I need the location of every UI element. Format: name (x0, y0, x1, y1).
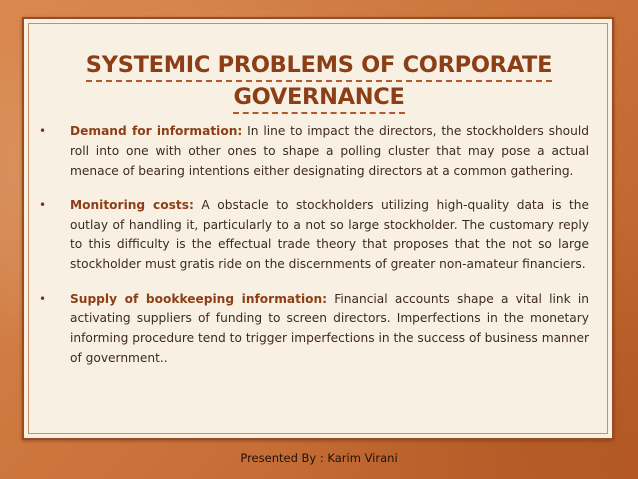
presenter-footer: Presented By : Karim Virani (240, 451, 398, 465)
bullet-text: A obstacle to stockholders utilizing high-quality data is the outlay of handling it, particularly to a not so large stockholder. The customary reply to this difficulty is the effectual trade theory that proposes that the not so large stockholder must gratis ride on the discernments of greater non-amateur financiers. (70, 197, 589, 272)
bullet-heading: Demand for information: (70, 124, 243, 138)
bullet-item-demand-for-information (39, 122, 589, 181)
bullet-heading: Supply of bookkeeping information: (70, 291, 328, 306)
title-line-2: GOVERNANCE (233, 82, 404, 114)
bullet-marker: • (39, 124, 47, 138)
title-line-1: SYSTEMIC PROBLEMS OF CORPORATE (86, 50, 552, 82)
bullet-marker: • (39, 197, 47, 212)
bullet-heading: Monitoring costs: (70, 197, 194, 212)
bullet-item-supply-of-bookkeeping-information (39, 290, 589, 369)
bullet-marker: • (39, 291, 47, 306)
bullet-text: In line to impact the directors, the stockholders should roll into one with other ones to shape a polling cluster that may pose a actual menace of bearing intentions either designating directors at a common gathering. (70, 124, 589, 178)
bullet-text: Financial accounts shape a vital link in activating suppliers of funding to screen directors. Imperfections in the monetary informing procedure tend to trigger imperfections in the success of business manner of government.. (70, 291, 589, 365)
slide-title (0, 50, 638, 114)
bullet-list (39, 122, 589, 383)
bullet-item-monitoring-costs (39, 196, 589, 275)
